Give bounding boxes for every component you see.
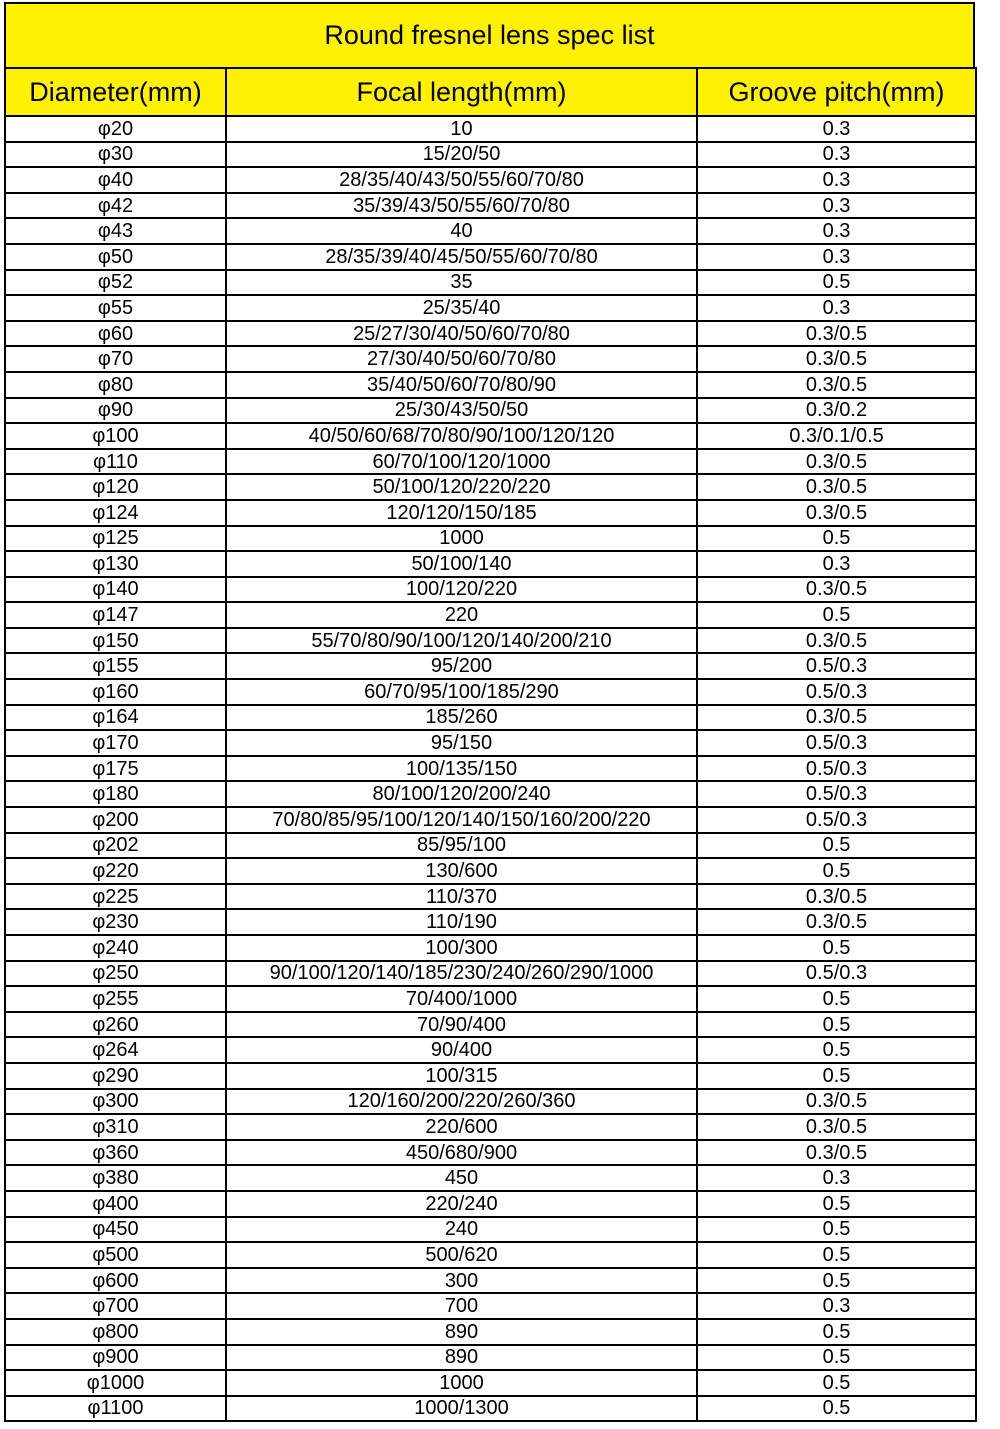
cell-focal-length: 100/135/150 — [226, 756, 697, 782]
table-row — [5, 1165, 976, 1191]
cell-groove-pitch: 0.5 — [697, 526, 976, 552]
cell-diameter: φ250 — [5, 961, 226, 987]
cell-diameter: φ164 — [5, 705, 226, 731]
cell-groove-pitch: 0.5 — [697, 1217, 976, 1243]
cell-groove-pitch: 0.5/0.3 — [697, 730, 976, 756]
cell-diameter: φ155 — [5, 653, 226, 679]
cell-diameter: φ160 — [5, 679, 226, 705]
cell-diameter: φ900 — [5, 1345, 226, 1371]
cell-diameter: φ600 — [5, 1268, 226, 1294]
cell-diameter: φ90 — [5, 398, 226, 424]
cell-diameter: φ80 — [5, 372, 226, 398]
cell-diameter: φ30 — [5, 142, 226, 168]
table-row — [5, 781, 976, 807]
cell-diameter: φ40 — [5, 167, 226, 193]
cell-diameter: φ147 — [5, 602, 226, 628]
cell-diameter: φ380 — [5, 1165, 226, 1191]
cell-groove-pitch: 0.3 — [697, 295, 976, 321]
cell-diameter: φ225 — [5, 884, 226, 910]
cell-focal-length: 100/315 — [226, 1063, 697, 1089]
spec-sheet — [4, 2, 975, 1422]
cell-focal-length: 28/35/39/40/45/50/55/60/70/80 — [226, 244, 697, 270]
cell-groove-pitch: 0.5/0.3 — [697, 679, 976, 705]
cell-groove-pitch: 0.3/0.5 — [697, 705, 976, 731]
cell-focal-length: 95/150 — [226, 730, 697, 756]
cell-focal-length: 85/95/100 — [226, 833, 697, 859]
table-row — [5, 628, 976, 654]
cell-groove-pitch: 0.5 — [697, 986, 976, 1012]
table-row — [5, 833, 976, 859]
cell-groove-pitch: 0.5 — [697, 1345, 976, 1371]
cell-groove-pitch: 0.5 — [697, 1396, 976, 1422]
table-row — [5, 244, 976, 270]
table-row — [5, 858, 976, 884]
table-row — [5, 1037, 976, 1063]
cell-diameter: φ43 — [5, 218, 226, 244]
cell-focal-length: 90/400 — [226, 1037, 697, 1063]
cell-focal-length: 50/100/120/220/220 — [226, 474, 697, 500]
table-row — [5, 142, 976, 168]
cell-focal-length: 110/370 — [226, 884, 697, 910]
cell-diameter: φ130 — [5, 551, 226, 577]
column-header-focal-length: Focal length(mm) — [226, 68, 697, 116]
cell-groove-pitch: 0.5 — [697, 1268, 976, 1294]
table-row — [5, 679, 976, 705]
cell-focal-length: 60/70/100/120/1000 — [226, 449, 697, 475]
cell-groove-pitch: 0.5 — [697, 1242, 976, 1268]
cell-groove-pitch: 0.3/0.5 — [697, 1089, 976, 1115]
table-row — [5, 167, 976, 193]
table-row — [5, 218, 976, 244]
table-row — [5, 193, 976, 219]
cell-focal-length: 500/620 — [226, 1242, 697, 1268]
cell-groove-pitch: 0.3/0.5 — [697, 1140, 976, 1166]
cell-groove-pitch: 0.3/0.5 — [697, 1114, 976, 1140]
table-row — [5, 321, 976, 347]
table-row — [5, 577, 976, 603]
cell-focal-length: 890 — [226, 1319, 697, 1345]
cell-focal-length: 220/240 — [226, 1191, 697, 1217]
cell-groove-pitch: 0.3/0.2 — [697, 398, 976, 424]
cell-groove-pitch: 0.3 — [697, 218, 976, 244]
table-row — [5, 526, 976, 552]
cell-groove-pitch: 0.5/0.3 — [697, 961, 976, 987]
spec-table — [4, 67, 977, 1422]
cell-focal-length: 40 — [226, 218, 697, 244]
cell-focal-length: 50/100/140 — [226, 551, 697, 577]
table-title: Round fresnel lens spec list — [4, 2, 975, 67]
table-row — [5, 1140, 976, 1166]
cell-groove-pitch: 0.5/0.3 — [697, 807, 976, 833]
cell-diameter: φ255 — [5, 986, 226, 1012]
cell-diameter: φ202 — [5, 833, 226, 859]
cell-focal-length: 95/200 — [226, 653, 697, 679]
cell-focal-length: 300 — [226, 1268, 697, 1294]
cell-focal-length: 35 — [226, 270, 697, 296]
cell-groove-pitch: 0.5/0.3 — [697, 756, 976, 782]
cell-focal-length: 70/400/1000 — [226, 986, 697, 1012]
cell-groove-pitch: 0.5 — [697, 935, 976, 961]
cell-groove-pitch: 0.5 — [697, 833, 976, 859]
cell-focal-length: 35/39/43/50/55/60/70/80 — [226, 193, 697, 219]
table-row — [5, 346, 976, 372]
cell-focal-length: 25/35/40 — [226, 295, 697, 321]
cell-diameter: φ700 — [5, 1293, 226, 1319]
cell-groove-pitch: 0.3/0.5 — [697, 321, 976, 347]
cell-groove-pitch: 0.3 — [697, 116, 976, 142]
cell-groove-pitch: 0.5 — [697, 1037, 976, 1063]
cell-groove-pitch: 0.3 — [697, 1165, 976, 1191]
table-row — [5, 909, 976, 935]
cell-diameter: φ140 — [5, 577, 226, 603]
cell-diameter: φ52 — [5, 270, 226, 296]
cell-diameter: φ300 — [5, 1089, 226, 1115]
cell-groove-pitch: 0.3 — [697, 244, 976, 270]
cell-focal-length: 220 — [226, 602, 697, 628]
cell-diameter: φ220 — [5, 858, 226, 884]
cell-groove-pitch: 0.3 — [697, 142, 976, 168]
cell-diameter: φ400 — [5, 1191, 226, 1217]
table-row — [5, 807, 976, 833]
cell-focal-length: 70/90/400 — [226, 1012, 697, 1038]
table-row — [5, 1063, 976, 1089]
table-row — [5, 270, 976, 296]
cell-diameter: φ125 — [5, 526, 226, 552]
cell-groove-pitch: 0.3/0.5 — [697, 449, 976, 475]
cell-groove-pitch: 0.5 — [697, 1063, 976, 1089]
table-row — [5, 1345, 976, 1371]
cell-focal-length: 450/680/900 — [226, 1140, 697, 1166]
table-row — [5, 295, 976, 321]
cell-diameter: φ230 — [5, 909, 226, 935]
cell-focal-length: 25/30/43/50/50 — [226, 398, 697, 424]
cell-focal-length: 700 — [226, 1293, 697, 1319]
cell-diameter: φ1100 — [5, 1396, 226, 1422]
table-row — [5, 398, 976, 424]
cell-focal-length: 110/190 — [226, 909, 697, 935]
cell-diameter: φ290 — [5, 1063, 226, 1089]
cell-focal-length: 220/600 — [226, 1114, 697, 1140]
cell-groove-pitch: 0.3 — [697, 193, 976, 219]
cell-focal-length: 35/40/50/60/70/80/90 — [226, 372, 697, 398]
cell-groove-pitch: 0.3/0.5 — [697, 500, 976, 526]
table-row — [5, 961, 976, 987]
table-row — [5, 1370, 976, 1396]
cell-groove-pitch: 0.5 — [697, 858, 976, 884]
cell-diameter: φ200 — [5, 807, 226, 833]
table-row — [5, 1293, 976, 1319]
cell-groove-pitch: 0.5/0.3 — [697, 781, 976, 807]
cell-groove-pitch: 0.3/0.5 — [697, 577, 976, 603]
cell-focal-length: 80/100/120/200/240 — [226, 781, 697, 807]
cell-diameter: φ500 — [5, 1242, 226, 1268]
table-row — [5, 551, 976, 577]
cell-groove-pitch: 0.3/0.5 — [697, 372, 976, 398]
cell-diameter: φ1000 — [5, 1370, 226, 1396]
table-row — [5, 474, 976, 500]
cell-focal-length: 1000 — [226, 1370, 697, 1396]
cell-groove-pitch: 0.3/0.5 — [697, 884, 976, 910]
table-row — [5, 884, 976, 910]
cell-diameter: φ175 — [5, 756, 226, 782]
cell-focal-length: 120/120/150/185 — [226, 500, 697, 526]
cell-focal-length: 120/160/200/220/260/360 — [226, 1089, 697, 1115]
cell-diameter: φ170 — [5, 730, 226, 756]
cell-diameter: φ100 — [5, 423, 226, 449]
cell-focal-length: 60/70/95/100/185/290 — [226, 679, 697, 705]
table-row — [5, 1114, 976, 1140]
table-row — [5, 986, 976, 1012]
cell-diameter: φ240 — [5, 935, 226, 961]
table-row — [5, 449, 976, 475]
table-header — [5, 68, 976, 116]
table-row — [5, 1012, 976, 1038]
cell-diameter: φ360 — [5, 1140, 226, 1166]
table-row — [5, 602, 976, 628]
cell-groove-pitch: 0.3 — [697, 1293, 976, 1319]
cell-diameter: φ42 — [5, 193, 226, 219]
cell-focal-length: 70/80/85/95/100/120/140/150/160/200/220 — [226, 807, 697, 833]
cell-groove-pitch: 0.5 — [697, 1012, 976, 1038]
cell-groove-pitch: 0.3 — [697, 167, 976, 193]
cell-diameter: φ310 — [5, 1114, 226, 1140]
cell-groove-pitch: 0.5 — [697, 1319, 976, 1345]
cell-focal-length: 450 — [226, 1165, 697, 1191]
cell-groove-pitch: 0.5 — [697, 270, 976, 296]
header-row — [5, 68, 976, 116]
cell-focal-length: 185/260 — [226, 705, 697, 731]
table-row — [5, 935, 976, 961]
cell-diameter: φ150 — [5, 628, 226, 654]
cell-diameter: φ60 — [5, 321, 226, 347]
cell-diameter: φ110 — [5, 449, 226, 475]
table-row — [5, 1319, 976, 1345]
table-row — [5, 730, 976, 756]
cell-focal-length: 130/600 — [226, 858, 697, 884]
table-row — [5, 1396, 976, 1422]
cell-focal-length: 55/70/80/90/100/120/140/200/210 — [226, 628, 697, 654]
cell-diameter: φ50 — [5, 244, 226, 270]
cell-groove-pitch: 0.3/0.5 — [697, 474, 976, 500]
table-row — [5, 1089, 976, 1115]
cell-diameter: φ264 — [5, 1037, 226, 1063]
cell-diameter: φ260 — [5, 1012, 226, 1038]
table-row — [5, 1242, 976, 1268]
cell-groove-pitch: 0.3/0.1/0.5 — [697, 423, 976, 449]
cell-focal-length: 27/30/40/50/60/70/80 — [226, 346, 697, 372]
cell-groove-pitch: 0.3/0.5 — [697, 346, 976, 372]
cell-diameter: φ450 — [5, 1217, 226, 1243]
table-row — [5, 372, 976, 398]
table-row — [5, 1217, 976, 1243]
table-row — [5, 500, 976, 526]
cell-focal-length: 15/20/50 — [226, 142, 697, 168]
cell-focal-length: 28/35/40/43/50/55/60/70/80 — [226, 167, 697, 193]
cell-groove-pitch: 0.3/0.5 — [697, 628, 976, 654]
cell-focal-length: 1000 — [226, 526, 697, 552]
cell-groove-pitch: 0.3 — [697, 551, 976, 577]
table-row — [5, 1191, 976, 1217]
table-row — [5, 116, 976, 142]
table-row — [5, 423, 976, 449]
cell-diameter: φ120 — [5, 474, 226, 500]
cell-groove-pitch: 0.5 — [697, 1191, 976, 1217]
table-row — [5, 1268, 976, 1294]
cell-diameter: φ55 — [5, 295, 226, 321]
cell-focal-length: 1000/1300 — [226, 1396, 697, 1422]
cell-groove-pitch: 0.5/0.3 — [697, 653, 976, 679]
cell-diameter: φ20 — [5, 116, 226, 142]
table-row — [5, 705, 976, 731]
column-header-diameter: Diameter(mm) — [5, 68, 226, 116]
table-row — [5, 756, 976, 782]
cell-focal-length: 890 — [226, 1345, 697, 1371]
cell-groove-pitch: 0.5 — [697, 602, 976, 628]
cell-groove-pitch: 0.3/0.5 — [697, 909, 976, 935]
cell-diameter: φ124 — [5, 500, 226, 526]
cell-diameter: φ70 — [5, 346, 226, 372]
cell-focal-length: 240 — [226, 1217, 697, 1243]
cell-groove-pitch: 0.5 — [697, 1370, 976, 1396]
table-body — [5, 116, 976, 1421]
cell-focal-length: 10 — [226, 116, 697, 142]
cell-focal-length: 40/50/60/68/70/80/90/100/120/120 — [226, 423, 697, 449]
cell-focal-length: 25/27/30/40/50/60/70/80 — [226, 321, 697, 347]
cell-diameter: φ180 — [5, 781, 226, 807]
cell-focal-length: 90/100/120/140/185/230/240/260/290/1000 — [226, 961, 697, 987]
cell-diameter: φ800 — [5, 1319, 226, 1345]
column-header-groove-pitch: Groove pitch(mm) — [697, 68, 976, 116]
table-row — [5, 653, 976, 679]
cell-focal-length: 100/300 — [226, 935, 697, 961]
cell-focal-length: 100/120/220 — [226, 577, 697, 603]
